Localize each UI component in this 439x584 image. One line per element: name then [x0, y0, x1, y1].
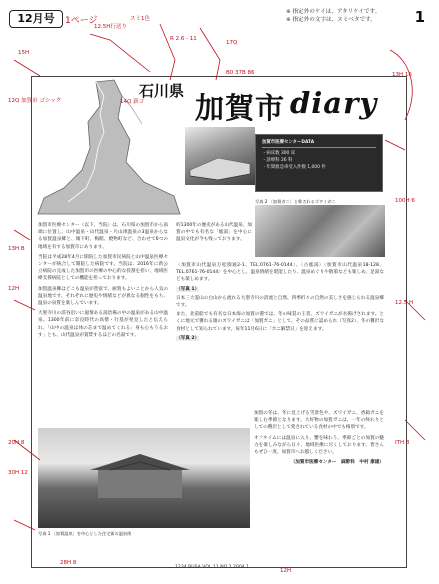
- spec-note: ※ 指定外の文字は、スミベタです。: [286, 17, 376, 23]
- paragraph: 日本三大霊山の白山から流れる大聖寺川の清流と自然、四季折々の自然の美しさを感じられる温泉郷です。: [176, 295, 384, 309]
- proof-mark: 13H 16: [392, 72, 412, 78]
- proof-mark: 15H: [18, 50, 30, 56]
- paragraph: 〈加賀市山代温泉万松園通2-1、TEL.0761-76-0144〉、〈古総湯〉〈加賀市山代温泉18-128、TEL.0761-76-0144〉を中心とし、温泉情緒を堪能したり、温泉めぐりや散策なども楽しめ、足湯なども楽しめます。: [176, 263, 384, 283]
- proof-mark: 12.5 H: [395, 300, 414, 306]
- month-tab: 12月号: [9, 10, 63, 28]
- page-note: 1ページ: [65, 16, 98, 26]
- proof-mark: スミ1色: [130, 16, 150, 22]
- onsen-photo-caption: 写真 1 〔加賀温泉〕を中心とした住宅街の温泉街: [38, 531, 132, 536]
- page-number: 1: [414, 8, 425, 26]
- paragraph: 加賀温泉郷はどこも温泉が豊富で、耐賀もよいことから人気の温泉地です。それぞれに歴史や情緒などが異なる個性をもち、温泉の泉質を楽しんでいます。: [38, 286, 168, 307]
- footer-folio: 1234 BUSA VOL.11 NO.1 2004.1: [175, 565, 250, 570]
- spec-note: ※ 指定外のケイは、アタリケイです。: [286, 9, 381, 15]
- paragraph: 加賀市医療センター（以下、当院）は、石川県の加賀市から南端に位置し、山中温泉・山代温泉・片山津温泉の3温泉からなる加賀温泉郷と、城下町、梅館、焼物町など、合わせて6つの地域を有する加賀市にあります。: [38, 223, 168, 250]
- proof-mark: 17Q: [226, 40, 238, 46]
- crab-photo-caption: 写真 2 〔加賀ガニ〕と称されるズワイガニ: [255, 199, 336, 204]
- title-diary: diary: [290, 86, 378, 120]
- proof-mark: 30H 12: [8, 470, 28, 476]
- paragraph: 大聖寺川の渓谷沿いに風情ある湯治場の中の温泉がある山中温泉。1300年前に奈良時代の高僧・行基が発見したと伝えられ、「山中の温泉は体の芯まで温めてくれる」身も心もうるおす」とも、山代温泉が賞賛するほどの名湯です。: [38, 311, 168, 338]
- paragraph: 約1300年の歴史がある山代温泉、加賀の中でも有名な「総湯」を中心に温泉文化が今も残っております。: [176, 223, 253, 243]
- paragraph: 加賀の冬は、冬に見上げる雪景色や、ズワイガニ、香箱ガニを楽しむ季節となります。大好物の加賀ガニは、一年の終わりとしての贅沢として愛されている食材の中でも格別です。: [254, 411, 384, 431]
- proof-mark: 28H 8: [60, 560, 77, 566]
- paragraph: オフタイムには温泉に入り、蟹を味わう、季節ごとの加賀の魅力を楽しみながら日々、地域医療に尽くしております。皆さんもぜひ一度、加賀市へお越しください。: [254, 435, 384, 456]
- data-box-title: 加賀市医療センターDATA: [262, 139, 376, 148]
- photo-ref-2: （写真 2）: [176, 335, 200, 341]
- proof-mark: 13H B: [8, 246, 25, 252]
- data-box-item: ・年間救急車受入件数 1,000 件: [262, 165, 326, 170]
- proof-mark: B0 37B 86: [226, 70, 255, 76]
- data-box-item: ・診療科 26 科: [262, 158, 293, 163]
- title-city: 加賀市: [195, 91, 286, 125]
- paragraph: また、北前船でも有名な日本海の加賀の港では、冬の味覚の王者、ズワイガニが水揚げされます。とくに地元で獲れる雄のズワイガニは「加賀ガニ」として、その品質に認められ（写真2）、冬の贅沢な食材として知られています。毎年11月6日に「カニ解禁日」を迎えます。: [176, 312, 384, 332]
- proof-mark: 20H 8: [8, 440, 25, 446]
- signature: （加賀市医療センター 麻酔科 中村 康雄）: [290, 460, 384, 466]
- proof-mark: 12H: [280, 568, 292, 574]
- photo-ref-1: （写真 1）: [176, 286, 200, 292]
- proof-mark: 100H 6: [395, 198, 415, 204]
- paragraph: 当院は平成28年4月に開院した加賀市民病院と山中温泉医療センターが統合して開院した病院です。当院は、2016年に新公立病院の完成した加賀市の医療の中心的な役割を担い、地域医療支援病院としての機能を担っております。: [38, 254, 168, 282]
- data-box-item: ・病床数 300 床: [262, 151, 296, 156]
- proof-mark: 14Q 新ゴ: [120, 99, 145, 105]
- proof-mark: ITH 8: [395, 440, 410, 446]
- proof-mark: 12H: [8, 286, 20, 292]
- proof-mark: R 2.6 - 11: [170, 36, 197, 42]
- prefecture-label: 石川県: [139, 82, 185, 100]
- proof-mark: 12Q 加賀市 ゴシック: [8, 98, 62, 104]
- proof-mark: 12.5H行送り: [94, 24, 127, 30]
